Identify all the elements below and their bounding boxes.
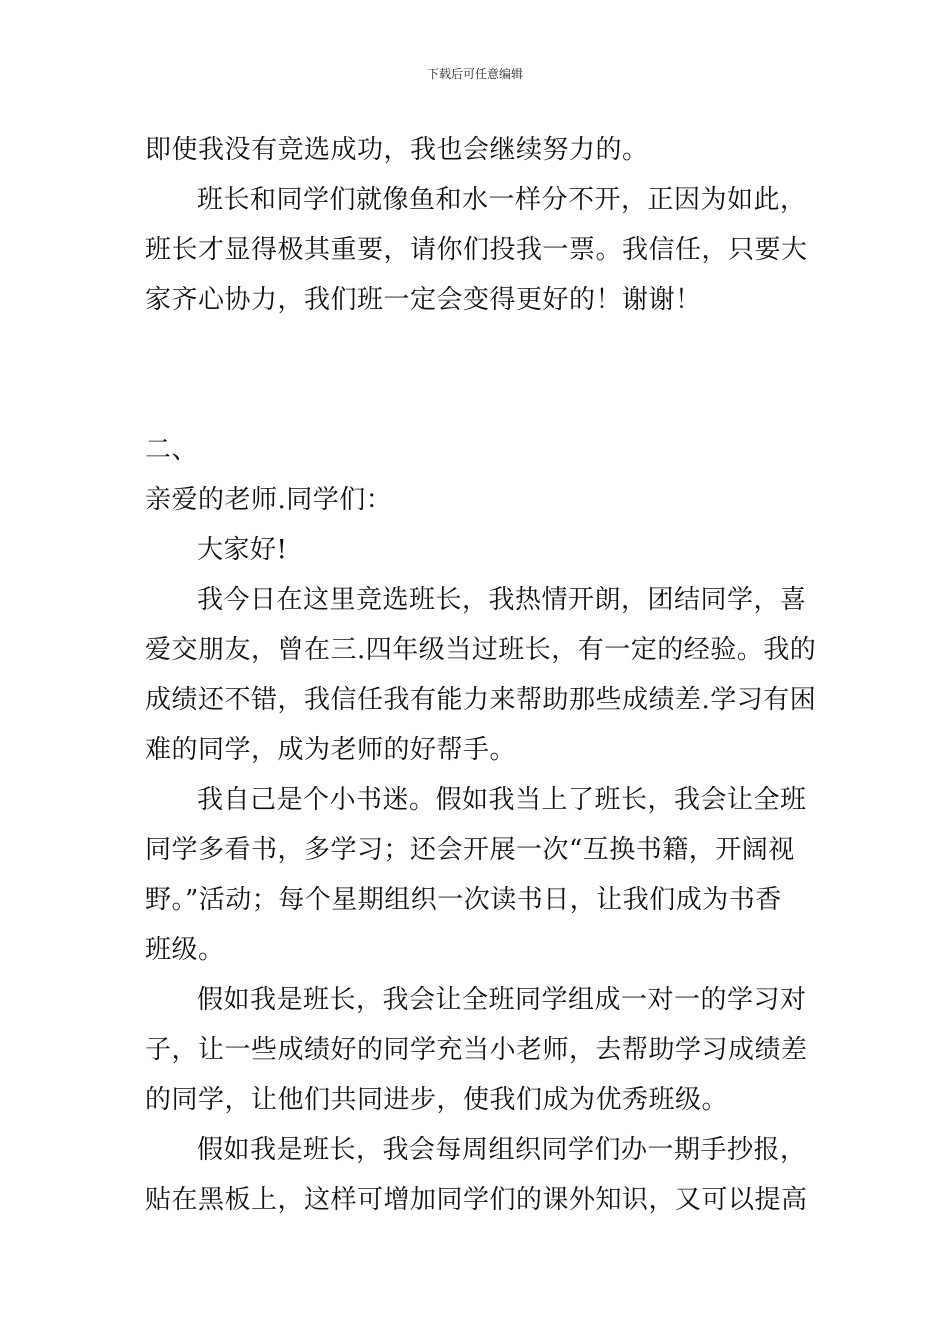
paragraph-line: 野。”活动；每个星期组织一次读书日，让我们成为书香 [145, 885, 782, 915]
paragraph-line: 假如我是班长，我会让全班同学组成一对一的学习对 [197, 985, 807, 1015]
section-spacer [145, 325, 810, 425]
paragraph-line: 班长才显得极其重要，请你们投我一票。我信任，只要大 [145, 235, 808, 265]
paragraph-line: 成绩还不错，我信任我有能力来帮助那些成绩差.学习有困 [145, 685, 817, 715]
paragraph-line: 班长和同学们就像鱼和水一样分不开，正因为如此， [197, 185, 807, 215]
paragraph-line: 我今日在这里竞选班长，我热情开朗，团结同学，喜 [197, 585, 807, 615]
paragraph-line: 难的同学，成为老师的好帮手。 [145, 735, 517, 765]
paragraph-line: 贴在黑板上，这样可增加同学们的课外知识，又可以提高 [145, 1185, 808, 1215]
paragraph-line: 班级。 [145, 935, 225, 965]
paragraph-line: 爱交朋友，曾在三.四年级当过班长，有一定的经验。我的 [145, 635, 817, 665]
greeting: 大家好! [197, 535, 288, 565]
paragraph-line: 我自己是个小书迷。假如我当上了班长，我会让全班 [197, 785, 807, 815]
paragraph-line: 子，让一些成绩好的同学充当小老师，去帮助学习成绩差 [145, 1035, 808, 1065]
section-number: 二、 [145, 435, 199, 465]
paragraph-line: 即使我没有竞选成功，我也会继续努力的。 [145, 135, 649, 165]
paragraph-line: 假如我是班长，我会每周组织同学们办一期手抄报， [197, 1135, 807, 1165]
paragraph-line: 同学多看书，多学习；还会开展一次“互换书籍，开阔视 [145, 835, 795, 865]
paragraph-line: 家齐心协力，我们班一定会变得更好的！谢谢！ [145, 285, 702, 315]
page-header: 下载后可任意编辑 [426, 67, 523, 81]
paragraph-line: 的同学，让他们共同进步，使我们成为优秀班级。 [145, 1085, 729, 1115]
document-body [145, 125, 817, 1225]
salutation: 亲爱的老师.同学们： [145, 485, 393, 515]
